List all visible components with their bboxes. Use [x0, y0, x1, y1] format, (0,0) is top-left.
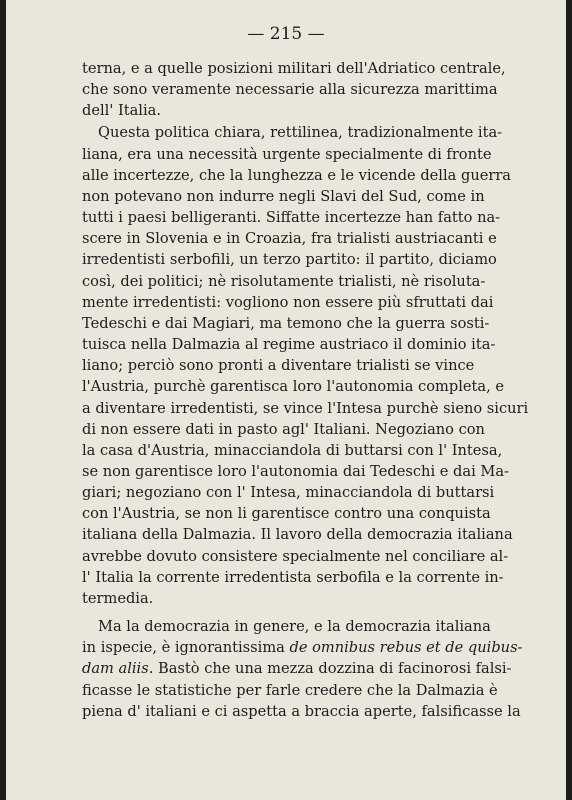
text-line: giari; negoziano con l' Intesa, minacciandola di buttarsi — [82, 484, 495, 502]
text-run: in ispecie, è ignorantissima — [82, 639, 290, 657]
text-line: liana, era una necessità urgente specialmente di fronte — [82, 145, 492, 163]
text-line: avrebbe dovuto consistere specialmente nel conciliare al- — [82, 547, 509, 565]
text-line: scere in Slovenia e in Croazia, fra trialisti austriacanti e — [82, 230, 497, 248]
text-line: termedia. — [82, 589, 154, 607]
latin-phrase: dam aliis — [82, 660, 149, 678]
text-line: l'Austria, purchè garentisca loro l'autonomia completa, e — [82, 378, 504, 396]
text-line: la casa d'Austria, minacciandola di buttarsi con l' Intesa, — [82, 441, 503, 459]
text-line: dell' Italia. — [82, 102, 161, 120]
text-line: piena d' italiani e ci aspetta a braccia aperte, falsificasse la — [82, 702, 521, 720]
text-line — [82, 658, 512, 679]
text-line: liano; perciò sono pronti a diventare trialisti se vince — [82, 357, 475, 375]
text-line: con l'Austria, se non li garentisce contro una conquista — [82, 505, 491, 523]
paragraph-1 — [82, 58, 506, 121]
text-line: a diventare irredentisti, se vince l'Intesa purchè sieno sicuri — [82, 399, 529, 417]
text-line: così, dei politici; nè risolutamente trialisti, nè risoluta- — [82, 272, 486, 290]
text-line: Tedeschi e dai Magiari, ma temono che la guerra sosti- — [82, 314, 490, 332]
page-number: — 215 — — [247, 24, 325, 44]
text-run: . Bastò che una mezza dozzina di facinorosi falsi- — [148, 660, 512, 678]
body-text — [82, 58, 529, 722]
text-line: non potevano non indurre negli Slavi del Sud, come in — [82, 187, 485, 205]
text-line: tutti i paesi belligeranti. Siffatte incertezze han fatto na- — [82, 209, 501, 227]
text-line: Questa politica chiara, rettilinea, tradizionalmente ita- — [98, 124, 503, 142]
text-line: che sono veramente necessarie alla sicurezza marittima — [82, 81, 498, 99]
text-line: italiana della Dalmazia. Il lavoro della democrazia italiana — [82, 526, 513, 544]
text-line: Ma la democrazia in genere, e la democrazia italiana — [98, 618, 491, 636]
paragraph-3 — [82, 616, 523, 722]
text-line: mente irredentisti: vogliono non essere più sfruttati dai — [82, 293, 494, 311]
text-line: tuisca nella Dalmazia al regime austriaco il dominio ita- — [82, 336, 496, 354]
text-line: se non garentisce loro l'autonomia dai Tedeschi e dai Ma- — [82, 462, 509, 480]
text-line: irredentisti serbofili, un terzo partito: il partito, diciamo — [82, 251, 497, 269]
text-line: alle incertezze, che la lunghezza e le vicende della guerra — [82, 166, 512, 184]
paragraph-2 — [82, 122, 529, 609]
text-line: l' Italia la corrente irredentista serbofila e la corrente in- — [82, 568, 504, 586]
text-line — [82, 637, 523, 658]
text-line: ficasse le statistiche per farle credere che la Dalmazia è — [82, 681, 498, 699]
text-line: di non essere dati in pasto agl' Italiani. Negoziano con — [82, 420, 485, 438]
book-page — [6, 0, 566, 800]
latin-phrase: de omnibus rebus et de quibus- — [289, 639, 523, 657]
text-line: terna, e a quelle posizioni militari dell'Adriatico centrale, — [82, 60, 506, 77]
